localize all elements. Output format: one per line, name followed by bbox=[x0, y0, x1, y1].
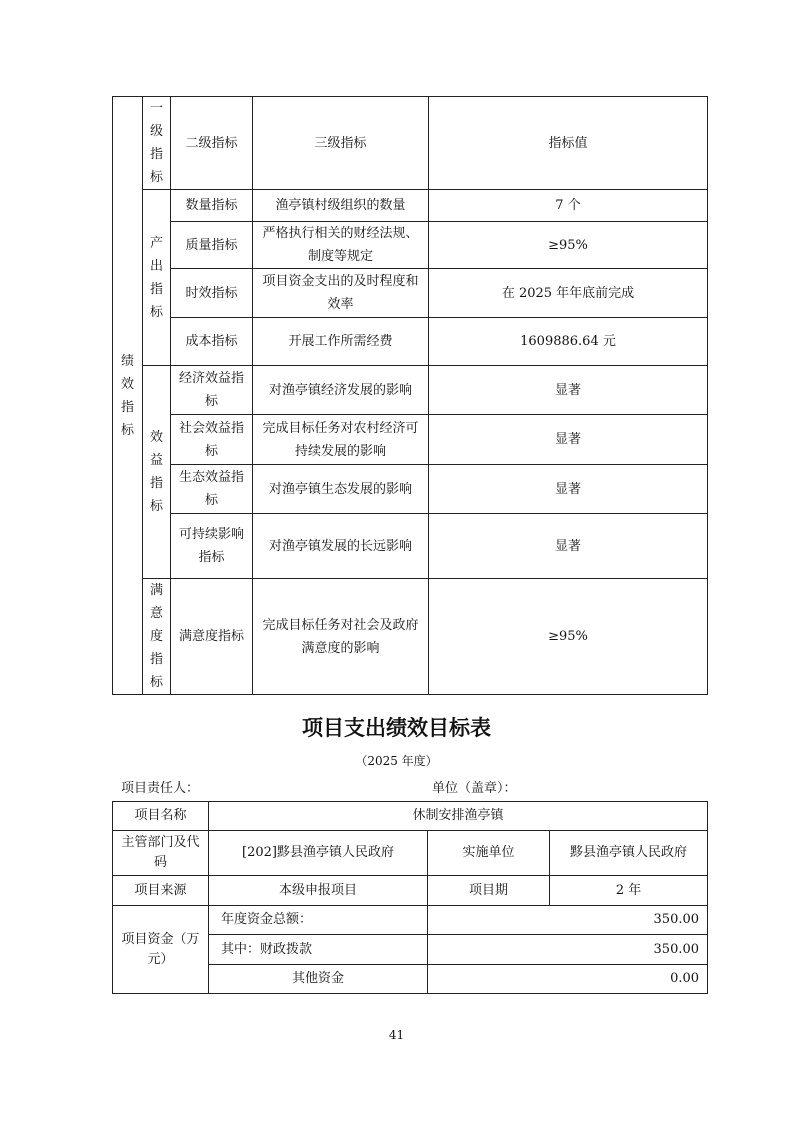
unit-seal-label: 单位（盖章）： bbox=[432, 781, 517, 796]
table-row-value: 1609886.64 元 bbox=[429, 318, 708, 366]
project-name-label: 项目名称 bbox=[113, 802, 209, 831]
table-row-value: ≥95% bbox=[429, 222, 708, 269]
outer-label-cell: 绩效指标 bbox=[113, 97, 143, 695]
table-row-value: 显著 bbox=[429, 514, 708, 579]
group-benefit-label: 效益指标 bbox=[143, 366, 171, 579]
dept-label: 主管部门及代码 bbox=[113, 831, 209, 876]
table-row-value: 显著 bbox=[429, 415, 708, 465]
source-value: 本级申报项目 bbox=[209, 876, 428, 906]
group-output-label: 产出指标 bbox=[143, 190, 171, 366]
table-row-level3: 严格执行相关的财经法规、制度等规定 bbox=[253, 222, 429, 269]
project-info-table bbox=[112, 801, 708, 994]
table-row-value: 显著 bbox=[429, 465, 708, 514]
period-label: 项目期 bbox=[428, 876, 550, 906]
header-level2: 二级指标 bbox=[171, 97, 253, 190]
group-satisfaction-label: 满意度指标 bbox=[143, 579, 171, 695]
fund-label: 项目资金（万元） bbox=[113, 906, 209, 994]
table-row-level3: 渔亭镇村级组织的数量 bbox=[253, 190, 429, 222]
table-row-level2: 社会效益指标 bbox=[171, 415, 253, 465]
fund-row-label: 其中：财政拨款 bbox=[209, 935, 428, 965]
header-value: 指标值 bbox=[429, 97, 708, 190]
table-row-level3: 开展工作所需经费 bbox=[253, 318, 429, 366]
table-row-level3: 完成目标任务对农村经济可持续发展的影响 bbox=[253, 415, 429, 465]
table-row-level2: 可持续影响指标 bbox=[171, 514, 253, 579]
header-level3: 三级指标 bbox=[253, 97, 429, 190]
performance-indicator-table bbox=[112, 96, 708, 695]
dept-value: [202]黟县渔亭镇人民政府 bbox=[209, 831, 428, 876]
table-row-value: 7 个 bbox=[429, 190, 708, 222]
table-row-level3: 对渔亭镇发展的长远影响 bbox=[253, 514, 429, 579]
fund-row-value: 350.00 bbox=[428, 906, 708, 935]
table-row-value: ≥95% bbox=[429, 579, 708, 695]
table-row-level2: 满意度指标 bbox=[171, 579, 253, 695]
impl-unit-label: 实施单位 bbox=[428, 831, 550, 876]
table-row-value: 在 2025 年年底前完成 bbox=[429, 269, 708, 318]
fund-row-label: 其他资金 bbox=[209, 965, 428, 994]
table-row-level2: 质量指标 bbox=[171, 222, 253, 269]
impl-unit-value: 黟县渔亭镇人民政府 bbox=[550, 831, 708, 876]
responsible-person-label: 项目责任人： bbox=[121, 781, 200, 796]
period-value: 2 年 bbox=[550, 876, 708, 906]
table-row-level3: 对渔亭镇经济发展的影响 bbox=[253, 366, 429, 415]
table-row-level2: 生态效益指标 bbox=[171, 465, 253, 514]
source-label: 项目来源 bbox=[113, 876, 209, 906]
table-row-level2: 经济效益指标 bbox=[171, 366, 253, 415]
table-row-value: 显著 bbox=[429, 366, 708, 415]
section-title: 项目支出绩效目标表 bbox=[302, 716, 491, 740]
table-row-level3: 完成目标任务对社会及政府满意度的影响 bbox=[253, 579, 429, 695]
page-number: 41 bbox=[388, 1028, 405, 1042]
fund-row-value: 350.00 bbox=[428, 935, 708, 965]
header-level1: 一级指标 bbox=[143, 97, 171, 190]
table-row-level2: 时效指标 bbox=[171, 269, 253, 318]
table-row-level2: 成本指标 bbox=[171, 318, 253, 366]
section-year: （2025 年度） bbox=[355, 754, 438, 768]
table-row-level3: 项目资金支出的及时程度和效率 bbox=[253, 269, 429, 318]
table-row-level3: 对渔亭镇生态发展的影响 bbox=[253, 465, 429, 514]
fund-row-label: 年度资金总额： bbox=[209, 906, 428, 935]
project-name-value: 休制安排渔亭镇 bbox=[209, 802, 708, 831]
table-row-level2: 数量指标 bbox=[171, 190, 253, 222]
fund-row-value: 0.00 bbox=[428, 965, 708, 994]
